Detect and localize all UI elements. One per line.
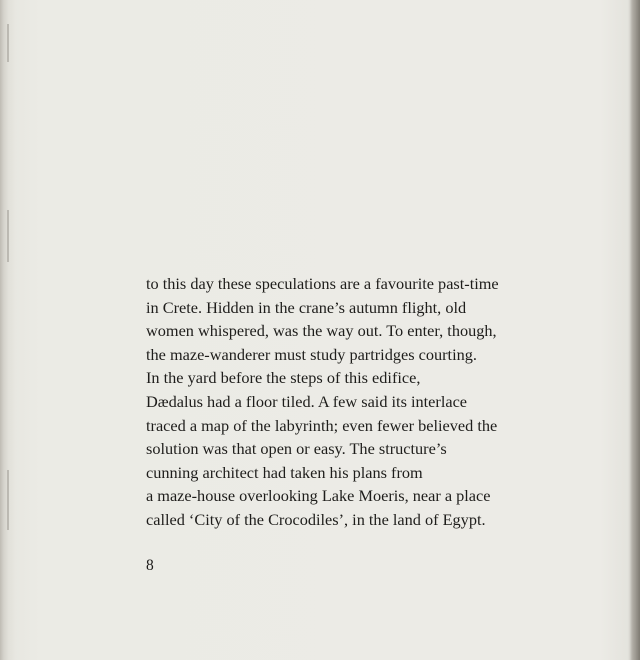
body-text	[146, 272, 566, 532]
text-line: a maze-house overlooking Lake Moeris, near a place	[146, 486, 491, 506]
text-line: called ‘City of the Crocodiles’, in the land of Egypt.	[146, 509, 486, 529]
text-line: women whispered, was the way out. To enter, though,	[146, 321, 497, 341]
text-line: solution was that open or easy. The structure’s	[146, 439, 447, 459]
text-line: traced a map of the labyrinth; even fewer believed the	[146, 415, 498, 435]
text-line: in Crete. Hidden in the crane’s autumn flight, old	[146, 297, 467, 317]
text-line: the maze-wanderer must study partridges courting.	[146, 344, 477, 364]
text-line: to this day these speculations are a favourite past-time	[146, 274, 499, 293]
page-left-deckle-edge	[0, 0, 16, 660]
text-line: Dædalus had a floor tiled. A few said its interlace	[146, 391, 468, 411]
page-right-edge-shadow	[630, 0, 640, 660]
deckle-mark	[7, 210, 9, 262]
text-line: In the yard before the steps of this edifice,	[146, 368, 421, 388]
text-line: cunning architect had taken his plans from	[146, 462, 423, 482]
deckle-mark	[7, 470, 9, 530]
deckle-mark	[7, 24, 9, 62]
page-number: 8	[146, 557, 154, 574]
